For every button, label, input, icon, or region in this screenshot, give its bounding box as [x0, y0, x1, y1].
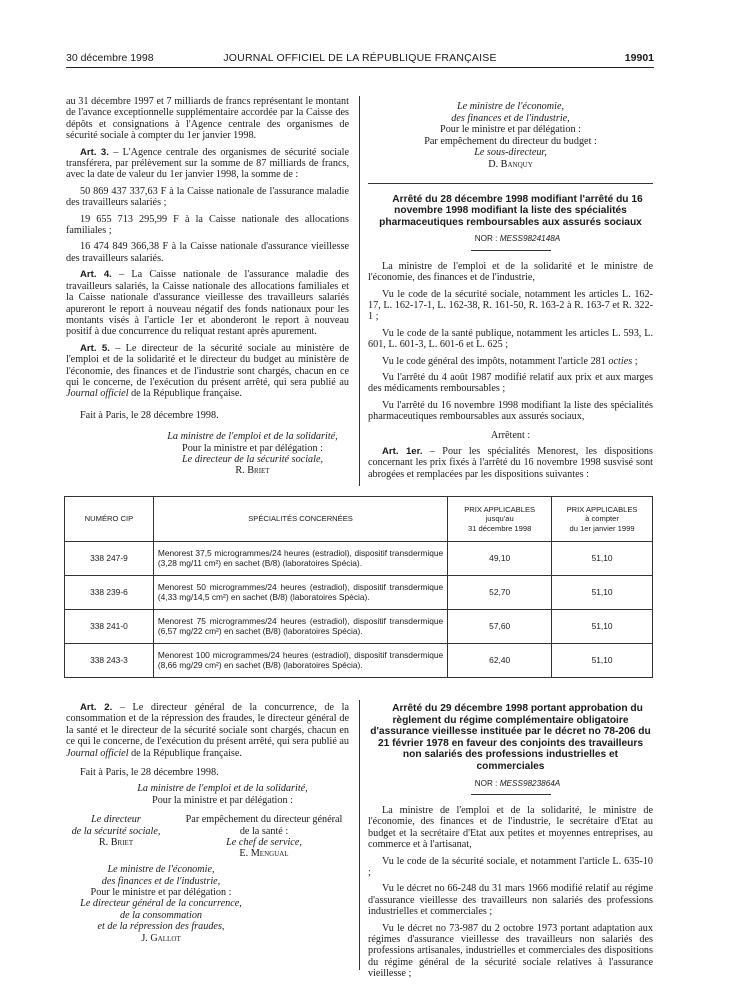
specialite-cell: Menorest 100 microgrammes/24 heures (estradiol), dispositif transdermique (8,66 mg/29 cm²) en sachet (B/8) (laboratoires Spécia). [153, 644, 447, 678]
header-page-number: 19901 [624, 52, 654, 64]
price-table [64, 496, 653, 678]
column-header-prix-1999: PRIX APPLICABLES à compter du 1er janvier 1999 [552, 497, 653, 542]
decree-title: Arrêté du 29 décembre 1998 portant approbation du règlement du régime complémentaire obligatoire d'assurance vieillesse instituée par le décret no 78-206 du 21 février 1978 en faveur des conjoints des travailleurs non salariés des professions industrielles et commerciales [370, 703, 651, 772]
header-rule [66, 67, 654, 68]
article-label: Art. 4. [80, 269, 112, 281]
header-date: 30 décembre 1998 [66, 52, 154, 64]
nor-reference: NOR : MESS9824148A [474, 234, 561, 244]
specialite-cell: Menorest 50 microgrammes/24 heures (estradiol), dispositif transdermique (4,33 mg/14,5 cm²) en sachet (B/8) (laboratoires Spécia). [153, 576, 447, 610]
price-1999-cell: 51,10 [552, 576, 653, 610]
fait-a-paris: Fait à Paris, le 28 décembre 1998. [80, 767, 219, 779]
article-label: Art. 5. [80, 342, 110, 354]
header-journal-title: JOURNAL OFFICIEL DE LA RÉPUBLIQUE FRANÇAISE [223, 52, 497, 64]
column-header-cip: NUMÉRO CIP [65, 497, 154, 542]
signatory-name: J. Gallot [141, 932, 181, 944]
nor-reference: NOR : MESS9823864A [474, 778, 561, 788]
visa-paragraph: Vu le code de la sécurité sociale, notamment les articles L. 162-17, L. 162-17-1, L. 162-38, R. 161-50, R. 163-2 à R. 163-7 et R. 322-1 ; [368, 288, 653, 323]
table-row [65, 542, 653, 576]
visa-paragraph: Vu le décret no 73-987 du 2 octobre 1973 portant adaptation aux régimes d'assurance vieillesse des travailleurs non salariés des professions artisanales, industrielles et commerciales des dispositions du régime général de la sécurité sociale relatives à l'assurance vieillesse ; [368, 922, 653, 980]
signature-block: Le ministre de l'économie, des finances et de l'industrie, Pour le ministre et par délégation : Par empêchement du directeur du budget : Le sous-directeur, D. Banquy [368, 101, 653, 171]
column-header-specialites: SPÉCIALITÉS CONCERNÉES [153, 497, 447, 542]
column-divider [359, 700, 360, 970]
right-column-top [368, 101, 653, 485]
article-1: Art. 1er. – Pour les spécialités Menorest, les dispositions concernant les prix fixés à l'arrêté du 16 novembre 1998 susvisé sont abrogées et remplacées par les dispositions suivantes : [368, 446, 653, 480]
fait-a-paris: Fait à Paris, le 28 décembre 1998. [80, 409, 219, 421]
visa-paragraph: Vu le code de la santé publique, notamment les articles L. 593, L. 601, L. 601-3, L. 601-6 et L. 625 ; [368, 327, 653, 351]
arretent: Arrêtent : [490, 429, 531, 441]
table-header-row [65, 497, 653, 542]
amount-line: 16 474 849 366,38 F à la Caisse nationale d'assurance vieillesse des travailleurs salariés. [66, 241, 349, 264]
visa-paragraph: Vu l'arrêté du 4 août 1987 modifié relatif aux prix et aux marges des médicaments remboursables ; [368, 372, 653, 395]
price-1999-cell: 51,10 [552, 644, 653, 678]
price-1999-cell: 51,10 [552, 542, 653, 576]
column-divider [359, 96, 360, 486]
cip-cell: 338 243-3 [65, 644, 154, 678]
preamble-paragraph: La ministre de l'emploi et de la solidarité et le ministre de l'économie, des finances et de l'industrie, [368, 260, 653, 284]
article-4: Art. 4. – La Caisse nationale de l'assurance maladie des travailleurs salariés, la Caisse nationale des allocations familiales et la Caisse nationale d'assurance vieillesse des travailleurs salariés apureront le report à nouveau négatif des fonds nationaux pour les montants visés à l'article 1er et abonderont le report à nouveau positif à due concurrence du reliquat restant après apurement. [66, 269, 349, 338]
decree-title: Arrêté du 28 décembre 1998 modifiant l'arrêté du 16 novembre 1998 modifiant la liste des spécialités pharmaceutiques remboursables aux assurés sociaux [379, 193, 643, 228]
signatory-name: E. Mengual [239, 848, 289, 860]
signature-block: Le ministre de l'économie, des finances et de l'industrie, Pour le ministre et par délégation : Le directeur général de la concurrence, de la consommation et de la répression des fraudes, J. Gallot [66, 864, 256, 944]
price-1998-cell: 52,70 [448, 576, 552, 610]
page-header [66, 52, 654, 68]
signature-block: La ministre de l'emploi et de la solidarité, Pour la ministre et par délégation : Le directeur de la sécurité sociale, R. Briet [156, 431, 349, 477]
section-rule [368, 183, 653, 184]
price-1998-cell: 49,10 [448, 542, 552, 576]
visa-paragraph: Vu le code de la sécurité sociale, et notamment l'article L. 635-10 ; [368, 855, 653, 878]
short-rule [471, 250, 551, 251]
article-2: Art. 2. – Le directeur général de la concurrence, de la consommation et de la répression des fraudes, le directeur général de la santé et le directeur de la sécurité sociale sont chargés, chacun en ce qui le concerne, de l'exécution du présent arrêté, qui sera publié au Journal officiel de la République française. [66, 702, 349, 759]
cip-cell: 338 241-0 [65, 610, 154, 644]
cip-cell: 338 239-6 [65, 576, 154, 610]
right-column-bottom [368, 703, 653, 985]
signature-block: La ministre de l'emploi et de la solidarité, Pour la ministre et par délégation : [137, 783, 308, 806]
price-1999-cell: 51,10 [552, 610, 653, 644]
visa-paragraph: Vu le code général des impôts, notamment l'article 281 octies ; [382, 355, 638, 367]
article-3: Art. 3. – L'Agence centrale des organismes de sécurité sociale transférera, par prélèvement sur la somme de 87 milliards de francs, avec la date de valeur du 1er janvier 1998, la somme de : [66, 146, 349, 181]
visa-paragraph: Vu l'arrêté du 16 novembre 1998 modifiant la liste des spécialités pharmaceutiques remboursables aux assurés sociaux, [368, 399, 653, 423]
amount-line: 50 869 437 337,63 F à la Caisse nationale de l'assurance maladie des travailleurs salariés ; [66, 185, 349, 209]
left-column-top [66, 96, 349, 477]
specialite-cell: Menorest 75 microgrammes/24 heures (estradiol), dispositif transdermique (6,57 mg/22 cm²) en sachet (B/8) (laboratoires Spécia). [153, 610, 447, 644]
article-label: Art. 3. [80, 146, 109, 158]
column-header-prix-1998: PRIX APPLICABLES jusqu'au 31 décembre 1998 [448, 497, 552, 542]
signature-left: Le directeur de la sécurité sociale, R. Briet [66, 814, 166, 848]
price-1998-cell: 57,60 [448, 610, 552, 644]
table-row [65, 610, 653, 644]
preamble-paragraph: La ministre de l'emploi et de la solidarité, le ministre de l'économie, des finances et de l'industrie, le secrétaire d'Etat au budget et la secrétaire d'Etat aux petites et moyennes entreprises, au commerce et à l'artisanat, [368, 804, 653, 851]
price-1998-cell: 62,40 [448, 644, 552, 678]
cip-cell: 338 247-9 [65, 542, 154, 576]
signatory-name: R. Briet [98, 837, 134, 849]
visa-paragraph: Vu le décret no 66-248 du 31 mars 1966 modifié relatif au régime d'assurance vieillesse des travailleurs non salariés des professions industrielles et commerciales ; [368, 883, 653, 918]
signature-right: Par empêchement du directeur général de la santé : Le chef de service, E. Mengual [174, 814, 354, 860]
signatory-name: D. Banquy [488, 158, 533, 170]
signature-row [66, 814, 349, 860]
article-label: Art. 1er. [382, 446, 423, 458]
table-row [65, 576, 653, 610]
article-5: Art. 5. – Le directeur de la sécurité sociale au ministère de l'emploi et de la solidarité et le directeur du budget au ministère de l'économie, des finances et de l'industrie sont chargés, chacun en ce qui le concerne, de l'exécution du présent arrêté, qui sera publié au Journal officiel de la République française. [66, 342, 349, 400]
specialite-cell: Menorest 37,5 microgrammes/24 heures (estradiol), dispositif transdermique (3,28 mg/11 cm²) en sachet (B/8) (laboratoires Spécia). [153, 542, 447, 576]
continued-paragraph: au 31 décembre 1997 et 7 milliards de francs représentant le montant de l'avance exceptionnelle supplémentaire accordée par la Caisse des dépôts et consignations à l'Agence centrale des organismes de sécurité sociale à compter du 1er janvier 1998. [66, 96, 349, 142]
short-rule [471, 794, 551, 795]
article-label: Art. 2. [80, 702, 113, 713]
amount-line: 19 655 713 295,99 F à la Caisse nationale des allocations familiales ; [66, 213, 349, 237]
left-column-bottom [66, 702, 349, 944]
table-row [65, 644, 653, 678]
signatory-name: R. Briet [235, 465, 270, 477]
